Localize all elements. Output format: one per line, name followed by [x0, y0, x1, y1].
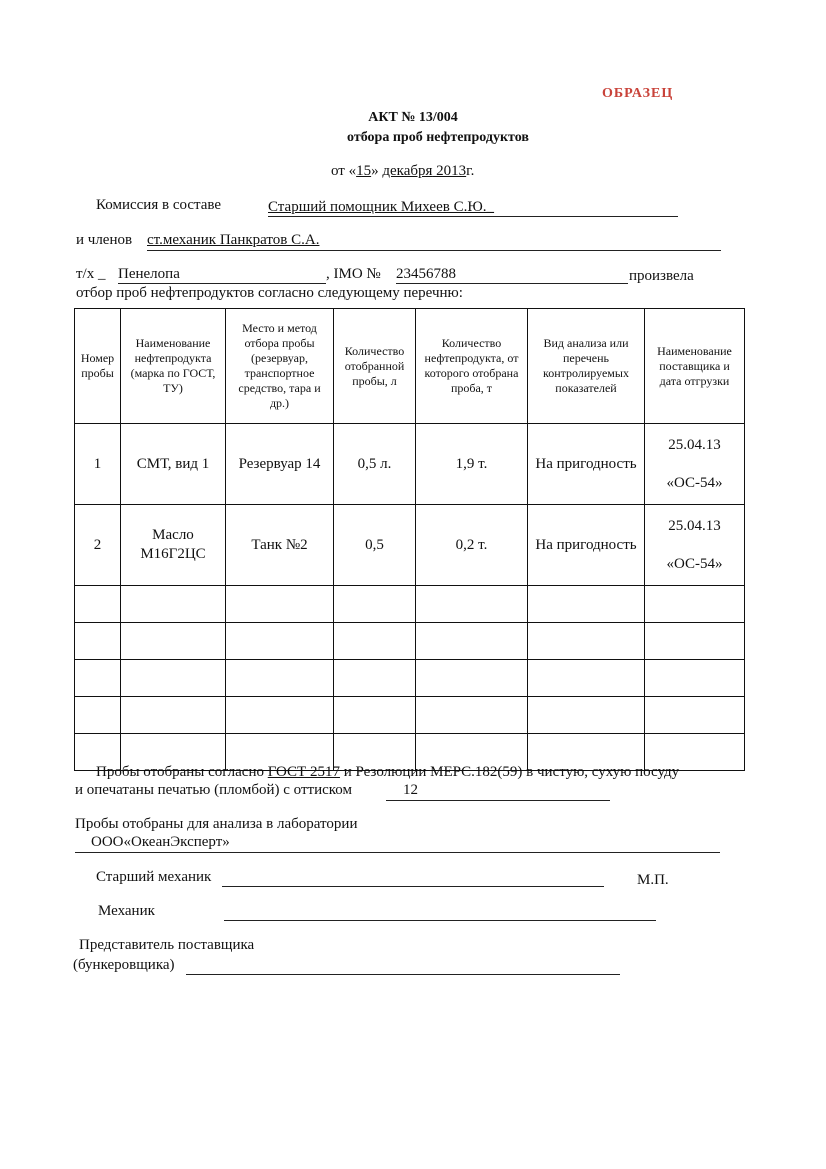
- supplier-date: 25.04.13: [668, 437, 721, 453]
- supplier-date: 25.04.13: [668, 518, 721, 534]
- date-day: 15: [356, 163, 372, 179]
- lab-value: ООО«ОкеанЭксперт»: [91, 834, 230, 850]
- act-title: АКТ № 13/004: [368, 110, 458, 125]
- vessel-suffix: произвела: [629, 268, 694, 284]
- act-date: [331, 163, 474, 180]
- act-subtitle: отбора проб нефтепродуктов: [347, 130, 529, 145]
- engineer-label: Механик: [98, 903, 155, 919]
- samples-text1: Пробы отобраны согласно: [96, 764, 264, 780]
- cell-product-qty: 1,9 т.: [416, 424, 528, 505]
- vessel-prefix: т/х _: [76, 266, 106, 282]
- cell-num: 1: [75, 424, 121, 505]
- header-supplier: Наименование поставщика и дата отгрузки: [645, 309, 745, 424]
- seal-line: [386, 800, 610, 801]
- date-prefix: от «: [331, 163, 357, 179]
- cell-supplier: [645, 505, 745, 586]
- cell-place: Резервуар 14: [226, 424, 334, 505]
- header-sample-quantity: Количество отобранной пробы, л: [334, 309, 416, 424]
- header-sample-number: Номер пробы: [75, 309, 121, 424]
- stamp-place-label: М.П.: [637, 872, 669, 888]
- vessel-line2: отбор проб нефтепродуктов согласно следующему перечню:: [76, 285, 463, 301]
- table-header-row: [75, 309, 745, 424]
- commission-label: Комиссия в составе: [96, 197, 222, 213]
- vessel-name-line: [118, 283, 326, 284]
- members-line: [147, 250, 721, 251]
- supplier-rep-label: Представитель поставщика: [79, 937, 255, 953]
- samples-gost: ГОСТ 2517: [267, 764, 340, 780]
- samples-line1: [96, 764, 679, 781]
- cell-analysis: На пригодность: [528, 505, 645, 586]
- cell-place: Танк №2: [226, 505, 334, 586]
- cell-product-qty: 0,2 т.: [416, 505, 528, 586]
- empty-row: [75, 660, 745, 697]
- header-sampling-place: Место и метод отбора пробы (резервуар, транспортное средство, тара и др.): [226, 309, 334, 424]
- table-row: [75, 424, 745, 505]
- members-value: ст.механик Панкратов С.А.: [147, 232, 320, 248]
- date-month: декабря: [382, 163, 433, 179]
- cell-sample-qty: 0,5 л.: [334, 424, 416, 505]
- lab-line: [75, 852, 720, 853]
- chief-engineer-signature-line: [222, 886, 604, 887]
- commission-line: [268, 216, 678, 217]
- bunkering-label: (бункеровщика): [73, 957, 175, 973]
- samples-table: [74, 308, 745, 771]
- vessel-name: Пенелопа: [118, 266, 180, 282]
- samples-text2: и Резолюции МЕРС.182(59) в чистую, сухую посуду: [343, 764, 680, 780]
- header-analysis-type: Вид анализа или перечень контролируемых показателей: [528, 309, 645, 424]
- date-mid: »: [371, 163, 383, 179]
- seal-value: 12: [403, 782, 418, 798]
- supplier-name: «ОС-54»: [666, 475, 723, 491]
- commission-value: Старший помощник Михеев С.Ю._: [268, 199, 494, 215]
- chief-engineer-label: Старший механик: [96, 869, 212, 885]
- empty-row: [75, 586, 745, 623]
- members-label: и членов: [76, 232, 133, 248]
- cell-supplier: [645, 424, 745, 505]
- date-year: 2013: [432, 163, 467, 179]
- supplier-rep-signature-line: [186, 974, 620, 975]
- cell-analysis: На пригодность: [528, 424, 645, 505]
- supplier-name: «ОС-54»: [666, 556, 723, 572]
- table-row: [75, 505, 745, 586]
- cell-num: 2: [75, 505, 121, 586]
- date-suffix: г.: [466, 163, 475, 179]
- engineer-signature-line: [224, 920, 656, 921]
- cell-product: Масло М16Г2ЦС: [121, 505, 226, 586]
- imo-number: 23456788: [396, 266, 456, 282]
- lab-label: Пробы отобраны для анализа в лаборатории: [75, 816, 358, 832]
- cell-product: СМТ, вид 1: [121, 424, 226, 505]
- imo-label: , IMO №: [326, 266, 381, 282]
- empty-row: [75, 697, 745, 734]
- sample-stamp: ОБРАЗЕЦ: [602, 86, 674, 101]
- header-product-name: Наименование нефтепродукта (марка по ГОСТ, ТУ): [121, 309, 226, 424]
- cell-sample-qty: 0,5: [334, 505, 416, 586]
- header-product-quantity: Количество нефтепродукта, от которого отобрана проба, т: [416, 309, 528, 424]
- empty-row: [75, 623, 745, 660]
- imo-line: [396, 283, 628, 284]
- seal-label: и опечатаны печатью (пломбой) с оттиском: [75, 782, 352, 798]
